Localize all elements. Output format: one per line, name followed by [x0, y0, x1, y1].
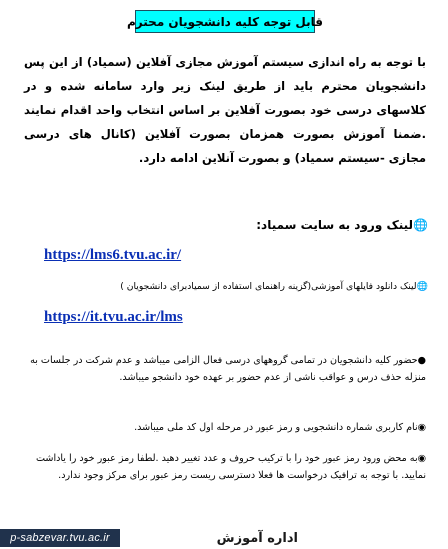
notice-username-text: نام کاربری شماره دانشجویی و رمز عبور در مرحله اول کد ملی میباشد. — [134, 422, 418, 433]
download-link-label: لینک دانلود فایلهای آموزشی(گزینه راهنمای استفاده از سمیادبرای دانشجویان ) — [120, 281, 417, 292]
notice-password-text: به محض ورود رمز عبور خود را با ترکیب حروف و عدد تغییر دهید .لطفا رمز عبور خود را یاداشت نمایید. با توجه به ترافیک درخواست ها فعلا دسترسی ریست رمز عبور برای مرکز وجود ندارد. — [35, 453, 426, 481]
site-watermark: p-sabzevar.tvu.ac.ir — [0, 529, 120, 547]
sun-icon: ◉ — [417, 422, 426, 433]
cut-off-heading: اداره آموزش — [216, 531, 298, 546]
globe-icon: 🌐 — [413, 218, 428, 232]
sun-icon: ◉ — [417, 453, 426, 464]
globe-icon: 🌐 — [416, 281, 428, 292]
samyad-link-label: لینک ورود به سایت سمیاد: — [256, 218, 414, 232]
samyad-link-label-row — [256, 218, 428, 232]
notice-username — [24, 419, 426, 436]
notice-password — [24, 450, 426, 484]
notice-attendance-text: حضور کلیه دانشجویان در تمامی گروههای درسی فعال الزامی میباشد و عدم شرکت در جلسات به منزله حذف درس و عواقب ناشی از عدم حضور بر عهده خود دانشجو میباشد. — [30, 355, 426, 383]
lms-link[interactable]: https://it.tvu.ac.ir/lms — [44, 309, 183, 325]
download-link-label-row — [120, 281, 428, 292]
announcement-title: قابل توجه کلیه دانشجویان محترم — [135, 10, 315, 33]
intro-paragraph: با توجه به راه اندازی سیستم آموزش مجازی آفلاین (سمیاد) از این پس دانشجویان محترم باید از طریق لینک زیر وارد سامانه شده و در کلاسهای درسی خود بصورت آفلاین بر اساس انتخاب واحد اقدام نمایند .ضمنا آموزش بصورت همزمان بصورت آفلاین (کانال های درسی مجازی -سیستم سمیاد) و بصورت آنلاین ادامه دارد. — [24, 55, 426, 165]
filled-circle-icon: ● — [417, 355, 426, 366]
notice-attendance — [24, 352, 426, 386]
samyad-link[interactable]: https://lms6.tvu.ac.ir/ — [44, 247, 182, 263]
